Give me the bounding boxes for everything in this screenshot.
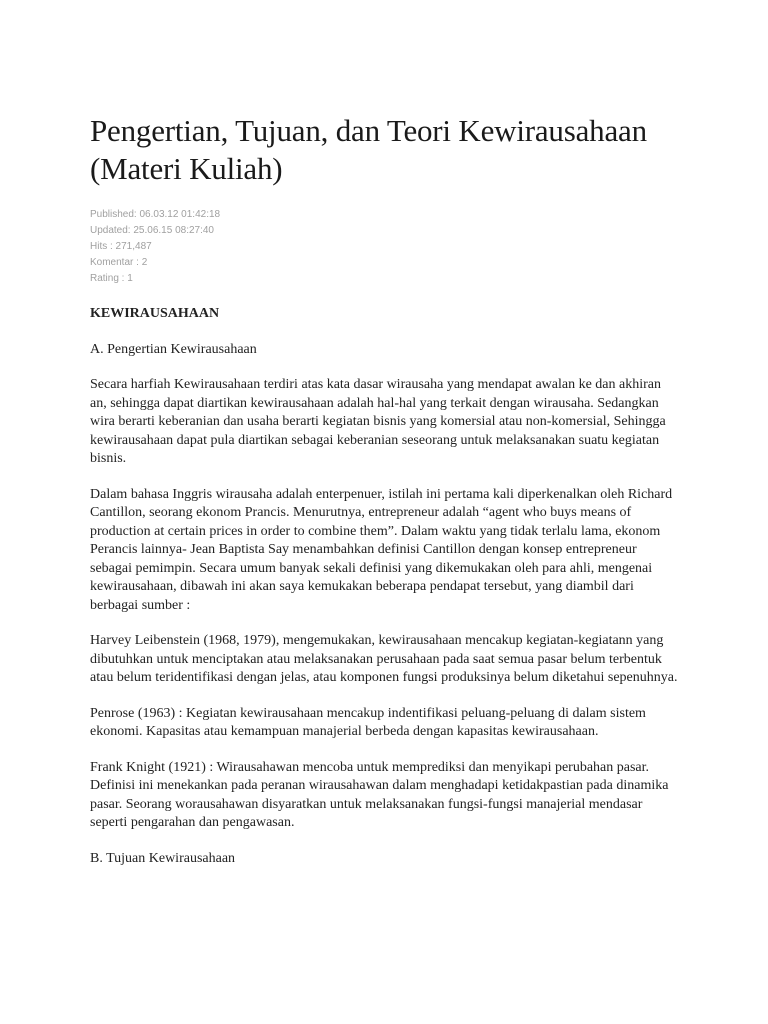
subsection-title-a: A. Pengertian Kewirausahaan: [90, 341, 257, 357]
article-meta: [90, 207, 690, 287]
hits-count: Hits : 271,487: [90, 241, 152, 252]
paragraph: Frank Knight (1921) : Wirausahawan mencoba untuk memprediksi dan menyikapi perubahan pasar. Definisi ini menekankan pada peranan wirausahawan dalam menghadapi ketidakpastian pada dinamika pasar. Seorang worausahawan disyaratkan untuk melaksanakan fungsi-fungsi manajerial mendasar seperti pengarahan dan pengawasan.: [90, 759, 669, 830]
updated-date: Updated: 25.06.15 08:27:40: [90, 225, 214, 236]
rating-value: Rating : 1: [90, 273, 133, 284]
paragraph: Dalam bahasa Inggris wirausaha adalah enterpenuer, istilah ini pertama kali diperkenalkan oleh Richard Cantillon, seorang ekonom Prancis. Menurutnya, entrepreneur adalah “agent who buys means of production at certain prices in order to combine them”. Dalam waktu yang tidak terlalu lama, ekonom Perancis lainnya- Jean Baptista Say menambahkan definisi Cantillon dengan konsep entrepreneur sebagai pemimpin. Secara umum banyak sekali definisi yang dikemukakan oleh para ahli, mengenai kewirausahaan, dibawah ini akan saya kemukakan beberapa pendapat tersebut, yang diambil dari berbagai sumber :: [90, 486, 673, 613]
published-date: Published: 06.03.12 01:42:18: [90, 209, 221, 220]
comment-count: Komentar : 2: [90, 257, 148, 268]
article-body: [90, 305, 690, 868]
paragraph: Harvey Leibenstein (1968, 1979), mengemukakan, kewirausahaan mencakup kegiatan-kegiatann yang dibutuhkan untuk menciptakan atau melaksanakan perusahaan pada saat semua pasar belum terbentuk atau belum teridentifikasi dengan jelas, atau komponen fungsi produksinya belum diketahui sepenuhnya.: [90, 633, 678, 685]
article: [90, 112, 690, 885]
section-heading: KEWIRAUSAHAAN: [90, 306, 220, 321]
article-title: Pengertian, Tujuan, dan Teori Kewirausahaan (Materi Kuliah): [90, 113, 647, 186]
paragraph: Secara harfiah Kewirausahaan terdiri atas kata dasar wirausaha yang mendapat awalan ke dan akhiran an, sehingga dapat diartikan kewirausahaan adalah hal-hal yang terkait dengan wirausaha. Sedangkan wira berarti keberanian dan usaha berarti kegiatan bisnis yang komersial atau non-komersial, Sehingga kewirausahaan dapat pula diartikan sebagai keberanian seseorang untuk melaksanakan suatu kegiatan bisnis.: [90, 377, 666, 466]
paragraph: Penrose (1963) : Kegiatan kewirausahaan mencakup indentifikasi peluang-peluang di dalam sistem ekonomi. Kapasitas atau kemampuan manajerial berbeda dengan kapasitas kewirausahaan.: [90, 705, 646, 739]
subsection-title-b: B. Tujuan Kewirausahaan: [90, 850, 236, 866]
